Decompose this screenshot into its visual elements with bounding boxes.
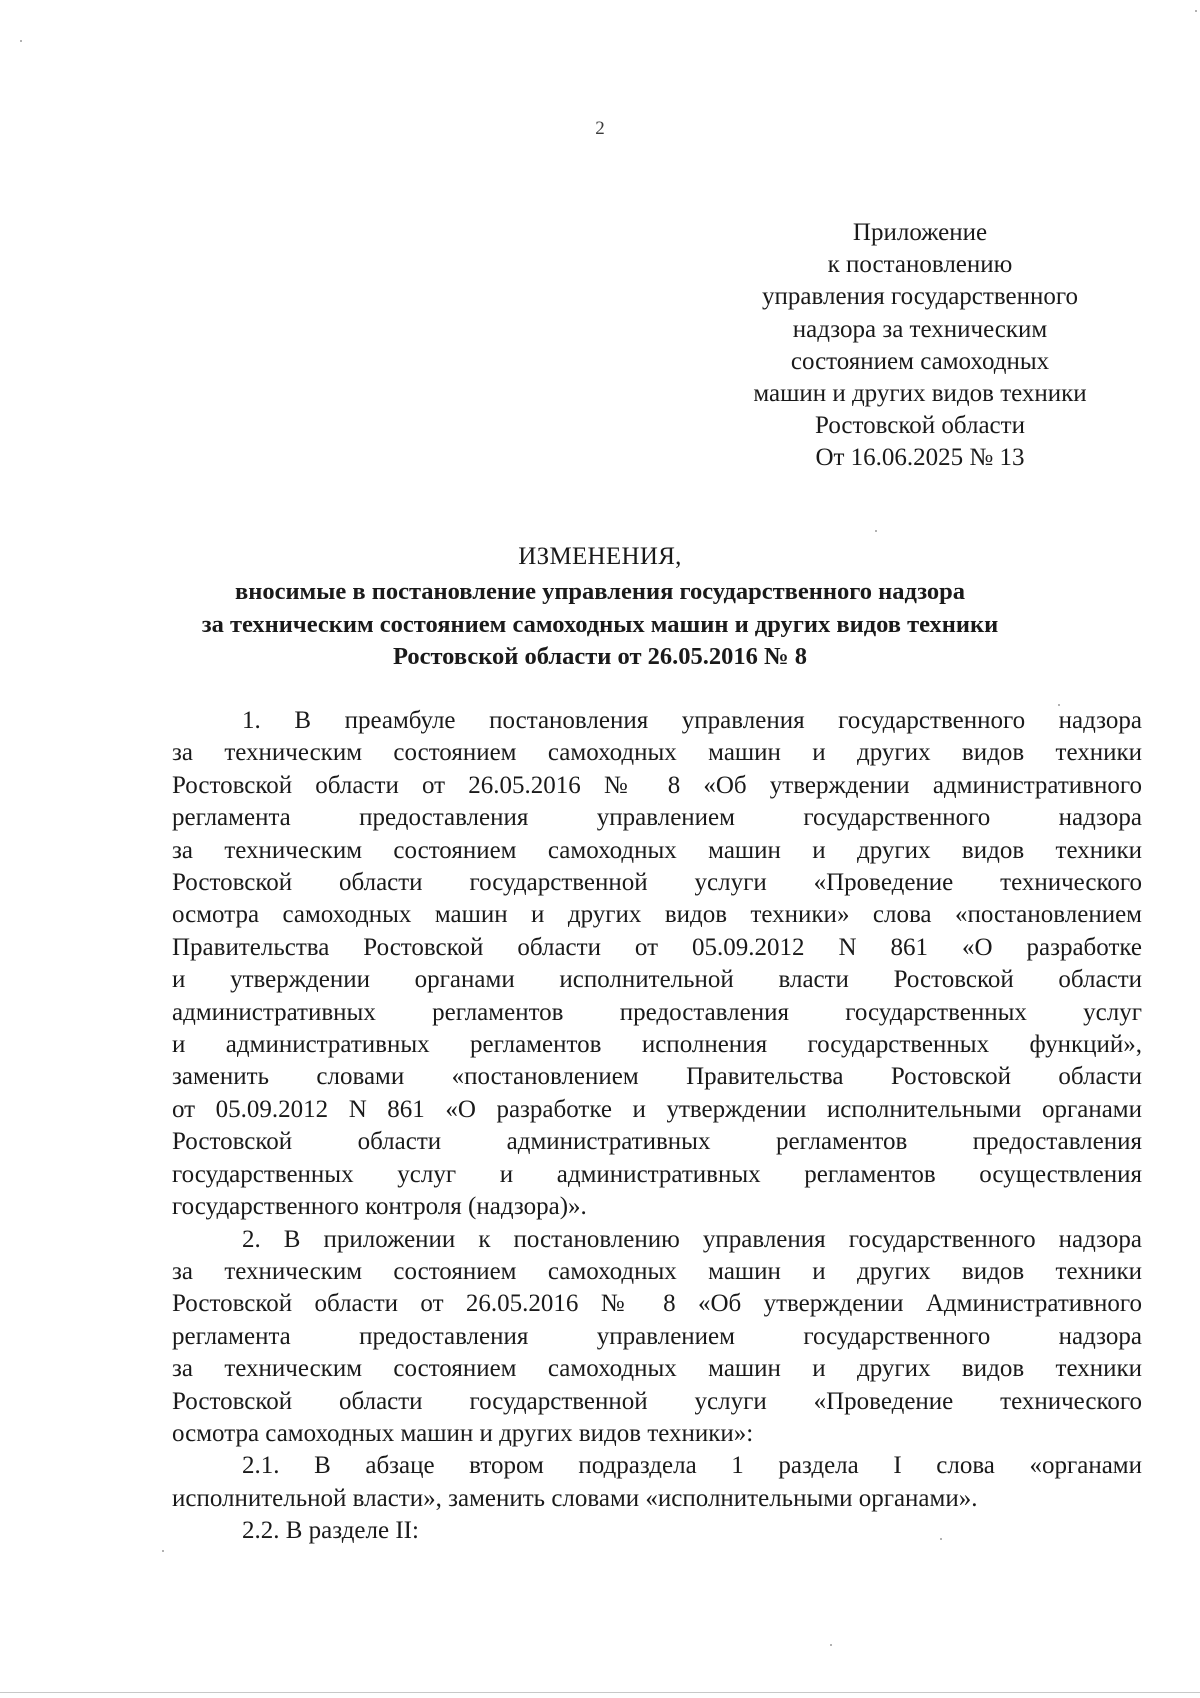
appendix-line: управления государственного bbox=[762, 283, 1078, 311]
appendix-line: к постановлению bbox=[827, 251, 1013, 279]
appendix-line: Ростовской области bbox=[815, 412, 1025, 440]
paragraph-2-line: регламента предоставления управлением государственного надзора bbox=[172, 1322, 1142, 1350]
paragraph-2-1-line: 2.1. В абзаце втором подраздела 1 раздела I слова «органами bbox=[242, 1452, 1142, 1480]
document-body bbox=[172, 705, 1142, 1548]
paragraph-1-line: Ростовской области государственной услуги «Проведение технического bbox=[172, 869, 1142, 897]
page-number: 2 bbox=[595, 118, 605, 139]
paragraph-1-line: заменить словами «постановлением Правительства Ростовской области bbox=[172, 1063, 1142, 1091]
scan-speck bbox=[875, 530, 877, 532]
paragraph-2-line: Ростовской области государственной услуги «Проведение технического bbox=[172, 1387, 1142, 1415]
paragraph-1-line: осмотра самоходных машин и других видов техники» слова «постановлением bbox=[172, 901, 1142, 929]
scan-speck bbox=[20, 40, 22, 42]
appendix-line: Приложение bbox=[852, 219, 988, 246]
paragraph-2-line: Ростовской области от 26.05.2016 № 8 «Об утверждении Административного bbox=[172, 1290, 1142, 1318]
appendix-line: машин и других видов техники bbox=[753, 380, 1087, 408]
paragraph-1-line: от 05.09.2012 N 861 «О разработке и утверждении исполнительными органами bbox=[172, 1095, 1142, 1123]
paragraph-1-line: Ростовской области административных регламентов предоставления bbox=[172, 1128, 1142, 1156]
document-subtitle bbox=[150, 576, 1050, 674]
paragraph-1-line: Правительства Ростовской области от 05.09.2012 N 861 «О разработке bbox=[172, 933, 1142, 961]
scan-speck bbox=[1195, 10, 1197, 12]
scan-speck bbox=[1058, 704, 1060, 706]
document-title: ИЗМЕНЕНИЯ, bbox=[518, 543, 682, 570]
paragraph-1-line: 1. В преамбуле постановления управления государственного надзора bbox=[242, 707, 1142, 734]
appendix-line: надзора за техническим bbox=[792, 315, 1048, 343]
paragraph-1-line: и утверждении органами исполнительной власти Ростовской области bbox=[172, 966, 1142, 994]
paragraph-2-2-line: 2.2. В разделе II: bbox=[242, 1517, 419, 1545]
paragraph-2-1-line: исполнительной власти», заменить словами «исполнительными органами». bbox=[172, 1484, 978, 1512]
appendix-date-number: От 16.06.2025 № 13 bbox=[815, 444, 1025, 472]
paragraph-1-line: и административных регламентов исполнения государственных функций», bbox=[172, 1031, 1142, 1059]
paragraph-2-line: за техническим состоянием самоходных машин и других видов техники bbox=[172, 1355, 1142, 1383]
paragraph-2-line: за техническим состоянием самоходных машин и других видов техники bbox=[172, 1257, 1142, 1285]
scan-speck bbox=[940, 1538, 942, 1540]
paragraph-1-line: административных регламентов предоставления государственных услуг bbox=[172, 998, 1142, 1026]
scan-speck bbox=[162, 1550, 164, 1552]
paragraph-1-line: за техническим состоянием самоходных машин и других видов техники bbox=[172, 836, 1142, 864]
paragraph-1-line: за техническим состоянием самоходных машин и других видов техники bbox=[172, 739, 1142, 767]
paragraph-2-line: осмотра самоходных машин и других видов техники»: bbox=[172, 1419, 754, 1447]
paragraph-1-line: государственных услуг и административных регламентов осуществления bbox=[172, 1160, 1142, 1188]
appendix-block bbox=[705, 217, 1135, 475]
paragraph-2-line: 2. В приложении к постановлению управления государственного надзора bbox=[242, 1225, 1142, 1253]
subtitle-line: за техническим состоянием самоходных машин и других видов техники bbox=[201, 610, 999, 638]
paragraph-1-line: Ростовской области от 26.05.2016 № 8 «Об утверждении административного bbox=[172, 771, 1142, 799]
scan-speck bbox=[830, 1644, 832, 1646]
appendix-line: состоянием самоходных bbox=[790, 347, 1050, 375]
subtitle-line: Ростовской области от 26.05.2016 № 8 bbox=[392, 643, 807, 670]
paragraph-1-line: государственного контроля (надзора)». bbox=[172, 1193, 587, 1221]
scan-edge-line bbox=[0, 1692, 1200, 1693]
paragraph-1-line: регламента предоставления управлением государственного надзора bbox=[172, 804, 1142, 832]
subtitle-line: вносимые в постановление управления государственного надзора bbox=[234, 578, 966, 605]
